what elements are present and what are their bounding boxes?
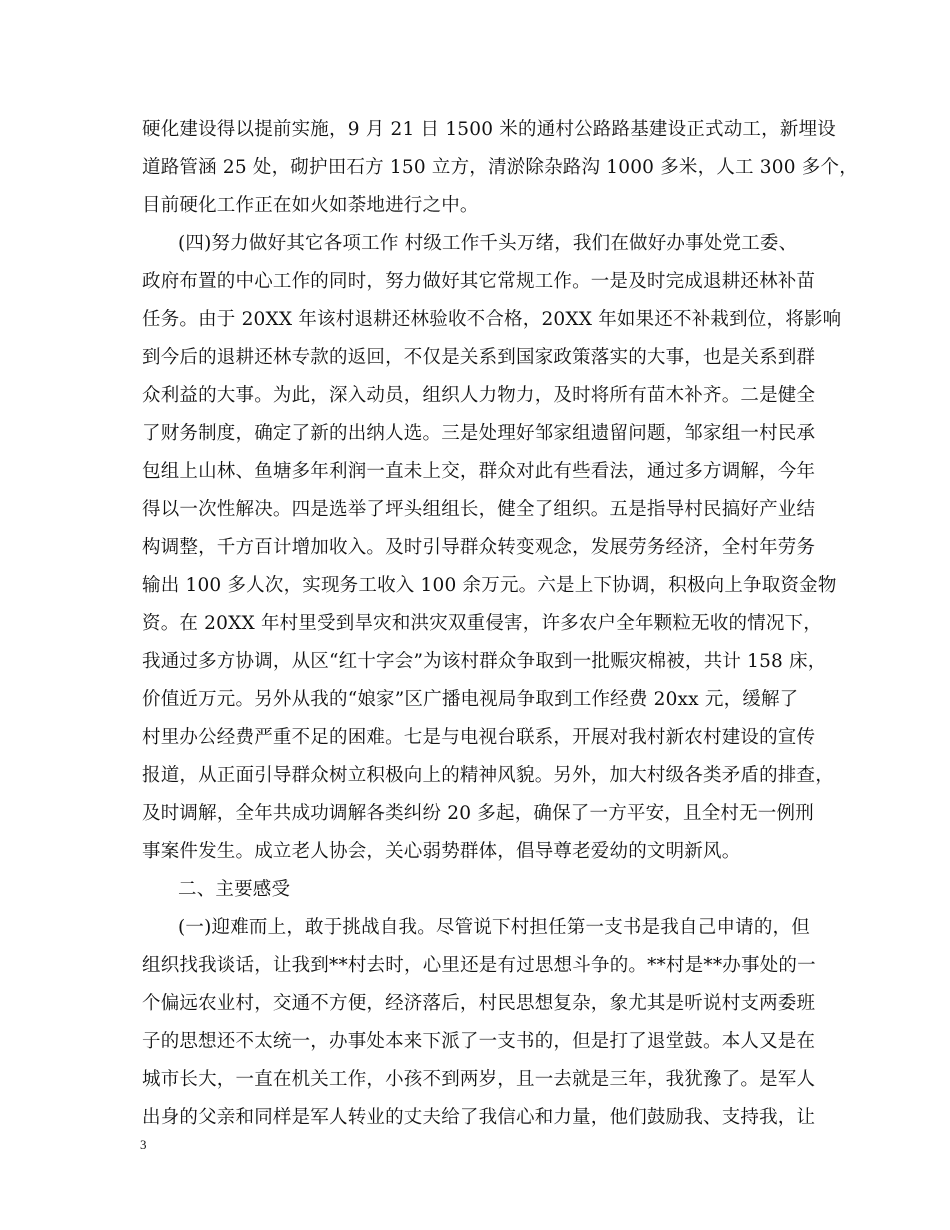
paragraph-line: 我通过多方协调，从区“红十字会”为该村群众争取到一批赈灾棉被，共计 158 床， [142,651,827,672]
paragraph-line: 子的思想还不太统一，办事处本来下派了一支书的，但是打了退堂鼓。本人又是在 [142,1031,816,1052]
paragraph-line: 到今后的退耕还林专款的返回，不仅是关系到国家政策落实的大事，也是关系到群 [142,347,816,368]
subsection-heading-line: (一)迎难而上，敢于挑战自我。尽管说下村担任第一支书是我自己申请的，但 [178,917,810,938]
paragraph-line: 政府布置的中心工作的同时，努力做好其它常规工作。一是及时完成退耕还林补苗 [142,271,816,292]
paragraph-line: 资。在 20XX 年村里受到旱灾和洪灾双重侵害，许多农户全年颗粒无收的情况下， [142,613,822,634]
paragraph-line: 任务。由于 20XX 年该村退耕还林验收不合格，20XX 年如果还不补栽到位，将影响 [142,309,842,330]
paragraph-line: 道路管涵 25 处，砌护田石方 150 立方，清淤除杂路沟 1000 多米，人工 300 多个， [142,157,858,178]
paragraph-line: 出身的父亲和同样是军人转业的丈夫给了我信心和力量，他们鼓励我、支持我，让 [142,1107,816,1128]
paragraph-line: 硬化建设得以提前实施，9 月 21 日 1500 米的通村公路路基建设正式动工，新埋设 [142,119,836,140]
paragraph-line: 村里办公经费严重不足的困难。七是与电视台联系，开展对我村新农村建设的宣传 [142,727,816,748]
paragraph-line: 事案件发生。成立老人协会，关心弱势群体，倡导尊老爱幼的文明新风。 [142,841,741,862]
paragraph-line: 包组上山林、鱼塘多年利润一直未上交，群众对此有些看法，通过多方调解，今年 [142,461,816,482]
paragraph-line: 得以一次性解决。四是选举了坪头组组长，健全了组织。五是指导村民搞好产业结 [142,499,816,520]
paragraph-line: 目前硬化工作正在如火如荼地进行之中。 [142,195,479,216]
paragraph-line: 城市长大，一直在机关工作，小孩不到两岁，且一去就是三年，我犹豫了。是军人 [142,1069,816,1090]
paragraph-line: 构调整，千方百计增加收入。及时引导群众转变观念，发展劳务经济，全村年劳务 [142,537,816,558]
paragraph-line: 及时调解，全年共成功调解各类纠纷 20 多起，确保了一方平安，且全村无一例刑 [142,803,814,824]
paragraph-line: 报道，从正面引导群众树立积极向上的精神风貌。另外，加大村级各类矛盾的排查， [142,765,834,786]
paragraph-line: 众利益的大事。为此，深入动员，组织人力物力，及时将所有苗木补齐。二是健全 [142,385,816,406]
section-heading: 二、主要感受 [178,879,291,900]
paragraph-line: 价值近万元。另外从我的“娘家”区广播电视局争取到工作经费 20xx 元，缓解了 [142,689,799,710]
paragraph-line: 了财务制度，确定了新的出纳人选。三是处理好邹家组遗留问题，邹家组一村民承 [142,423,816,444]
paragraph-line: 输出 100 多人次，实现务工收入 100 余万元。六是上下协调，积极向上争取资金物 [142,575,837,596]
paragraph-line: 个偏远农业村，交通不方便，经济落后，村民思想复杂，象尤其是听说村支两委班 [142,993,816,1014]
paragraph-line: 组织找我谈话，让我到**村去时，心里还是有过思想斗争的。**村是**办事处的一 [142,955,816,976]
section-heading-line: (四)努力做好其它各项工作 村级工作千头万绪，我们在做好办事处党工委、 [178,233,798,254]
page-number: 3 [140,1137,147,1152]
